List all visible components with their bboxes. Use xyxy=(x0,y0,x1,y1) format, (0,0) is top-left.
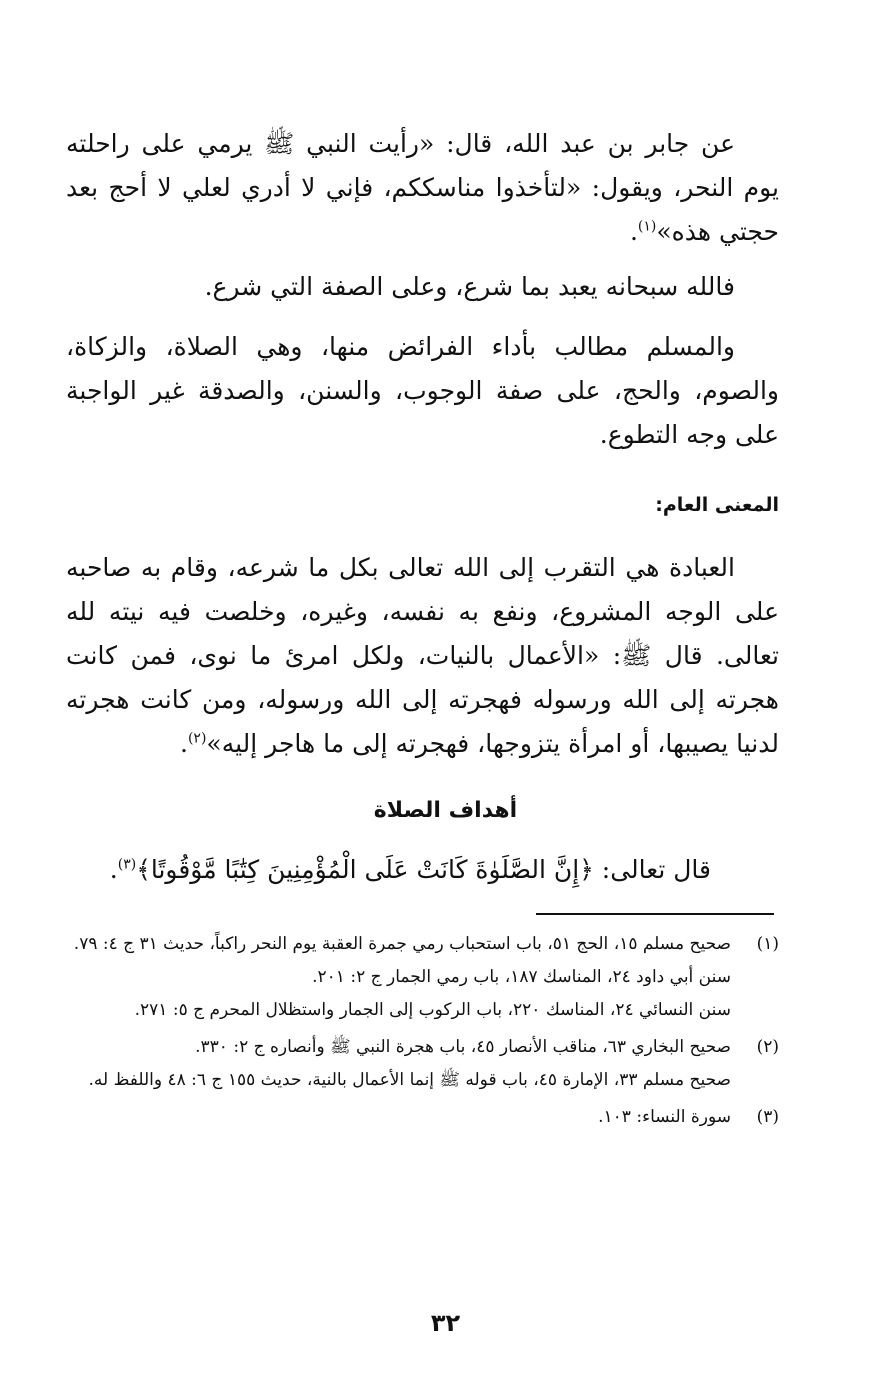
paragraph-end: . xyxy=(180,729,188,758)
footnote-line: صحيح البخاري ٦٣، مناقب الأنصار ٤٥، باب هجرة النبي ﷺ وأنصاره ج ٢: ٣٣٠. xyxy=(195,1037,731,1057)
paragraph-general-meaning xyxy=(66,546,779,766)
footnote-ref-3: (٣) xyxy=(117,856,137,873)
paragraph-worship: فالله سبحانه يعبد بما شرع، وعلى الصفة التي شرع. xyxy=(204,272,735,301)
footnote-line: سورة النساء: ١٠٣. xyxy=(598,1107,731,1127)
footnote-line: صحيح مسلم ١٥، الحج ٥١، باب استحباب رمي جمرة العقبة يوم النحر راكباً، حديث ٣١ ج ٤: ٧٩. xyxy=(73,934,731,954)
page-number: ٣٢ xyxy=(430,1309,461,1337)
footnote-2 xyxy=(66,1031,779,1097)
paragraph-obligations: والمسلم مطالب بأداء الفرائض منها، وهي الصلاة، والزكاة، والصوم، والحج، على صفة الوجوب، والسنن، والصدقة غير الواجبة على وجه التطوع. xyxy=(66,332,779,449)
footnote-separator xyxy=(536,913,774,915)
footnote-number: (٣) xyxy=(756,1107,779,1127)
footnote-line: صحيح مسلم ٣٣، الإمارة ٤٥، باب قوله ﷺ إنما الأعمال بالنية، حديث ١٥٥ ج ٦: ٤٨ واللفظ له. xyxy=(88,1070,731,1090)
footnote-3 xyxy=(66,1101,779,1134)
verse-text: قال تعالى: ﴿إِنَّ الصَّلَوٰةَ كَانَتْ عَلَى الْمُؤْمِنِينَ كِتَٰبًا مَّوْقُوتًا﴾ xyxy=(136,855,711,884)
footnote-line: سنن أبي داود ٢٤، المناسك ١٨٧، باب رمي الجمار ج ٢: ٢٠١. xyxy=(312,967,731,987)
section-title: أهداف الصلاة xyxy=(373,798,518,823)
subheading-general-meaning: المعنى العام: xyxy=(655,494,779,516)
verse-end: . xyxy=(109,855,118,884)
footnote-line: سنن النسائي ٢٤، المناسك ٢٢٠، باب الركوب إلى الجمار واستظلال المحرم ج ٥: ٢٧١. xyxy=(134,1000,731,1020)
quran-verse xyxy=(110,848,711,892)
footnote-ref-2: (٢) xyxy=(187,730,207,747)
footnote-number: (١) xyxy=(756,934,779,954)
paragraph-text: عن جابر بن عبد الله، قال: «رأيت النبي ﷺ يرمي على راحلته يوم النحر، ويقول: «لتأخذوا مناسككم، فإني لا أدري لعلي لا أحج بعد حجتي هذه» xyxy=(66,129,779,246)
paragraph-jabir-hadith xyxy=(66,122,779,254)
footnote-ref-1: (١) xyxy=(637,218,657,235)
paragraph-text: العبادة هي التقرب إلى الله تعالى بكل ما شرعه، وقام به صاحبه على الوجه المشروع، ونفع به نفسه، وغيره، وخلصت فيه نيته لله تعالى. قال ﷺ: «الأعمال بالنيات، ولكل امرئ ما نوى، فمن كانت هجرته إلى الله ورسوله فهجرته إلى الله ورسوله، ومن كانت هجرته لدنيا يصيبها، أو امرأة يتزوجها، فهجرته إلى ما هاجر إليه» xyxy=(66,553,779,758)
footnotes xyxy=(66,928,779,1134)
footnote-number: (٢) xyxy=(756,1037,779,1057)
paragraph-end: . xyxy=(629,217,638,246)
footnote-1 xyxy=(66,928,779,1027)
